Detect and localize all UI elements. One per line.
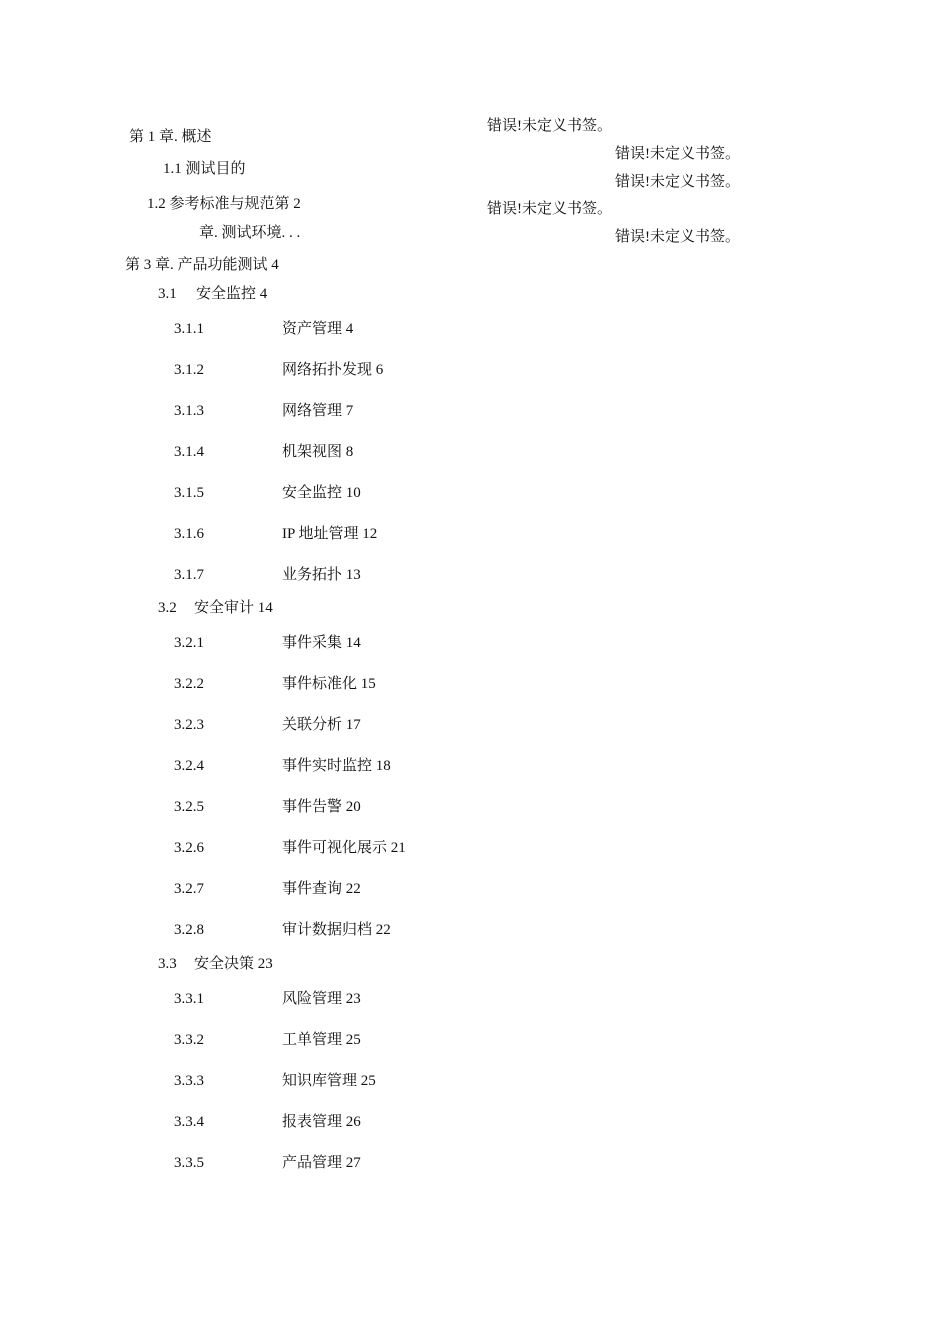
toc-item-title[interactable]: 事件告警 20 [282, 799, 361, 815]
toc-item-number[interactable]: 3.3.4 [174, 1114, 204, 1130]
toc-item-number[interactable]: 3.1.7 [174, 567, 204, 583]
toc-item-title[interactable]: 业务拓扑 13 [282, 567, 361, 583]
toc-item-number[interactable]: 3.2.4 [174, 758, 204, 774]
toc-item-number[interactable]: 3.1.1 [174, 321, 204, 337]
toc-section-3-3-number[interactable]: 3.3 [158, 956, 177, 972]
toc-item-title[interactable]: 审计数据归档 22 [282, 922, 391, 938]
toc-item-title[interactable]: 机架视图 8 [282, 444, 354, 460]
toc-section-1-1[interactable]: 1.1 测试目的 [163, 161, 246, 177]
toc-section-3-2-title[interactable]: 安全审计 14 [194, 600, 273, 616]
toc-section-3-3-title[interactable]: 安全决策 23 [194, 956, 273, 972]
bookmark-error-1: 错误!未定义书签。 [487, 118, 612, 134]
toc-item-number[interactable]: 3.1.5 [174, 485, 204, 501]
toc-item-title[interactable]: 网络管理 7 [282, 403, 354, 419]
toc-item-number[interactable]: 3.1.3 [174, 403, 204, 419]
toc-chapter-3[interactable]: 第 3 章. 产品功能测试 4 [125, 257, 279, 273]
toc-item-title[interactable]: 网络拓扑发现 6 [282, 362, 384, 378]
toc-item-number[interactable]: 3.2.8 [174, 922, 204, 938]
toc-item-title[interactable]: IP 地址管理 12 [282, 526, 378, 542]
toc-section-1-2[interactable]: 1.2 参考标准与规范第 2 [147, 196, 301, 212]
toc-item-title[interactable]: 风险管理 23 [282, 991, 361, 1007]
bookmark-error-2: 错误!未定义书签。 [615, 146, 740, 162]
bookmark-error-3: 错误!未定义书签。 [615, 174, 740, 190]
toc-item-number[interactable]: 3.2.1 [174, 635, 204, 651]
toc-chapter-1[interactable]: 第 1 章. 概述 [129, 129, 212, 145]
bookmark-error-5: 错误!未定义书签。 [615, 229, 740, 245]
toc-item-number[interactable]: 3.2.2 [174, 676, 204, 692]
toc-item-number[interactable]: 3.3.3 [174, 1073, 204, 1089]
toc-item-title[interactable]: 事件标准化 15 [282, 676, 376, 692]
toc-item-number[interactable]: 3.2.6 [174, 840, 204, 856]
toc-item-number[interactable]: 3.3.5 [174, 1155, 204, 1171]
toc-item-title[interactable]: 知识库管理 25 [282, 1073, 376, 1089]
toc-section-3-1-number[interactable]: 3.1 [158, 286, 177, 302]
toc-item-number[interactable]: 3.3.2 [174, 1032, 204, 1048]
toc-item-number[interactable]: 3.2.3 [174, 717, 204, 733]
toc-item-title[interactable]: 产品管理 27 [282, 1155, 361, 1171]
toc-section-3-1-title[interactable]: 安全监控 4 [196, 286, 268, 302]
toc-item-title[interactable]: 事件采集 14 [282, 635, 361, 651]
toc-item-title[interactable]: 事件可视化展示 21 [282, 840, 406, 856]
toc-item-number[interactable]: 3.2.5 [174, 799, 204, 815]
toc-item-title[interactable]: 安全监控 10 [282, 485, 361, 501]
toc-item-number[interactable]: 3.1.4 [174, 444, 204, 460]
toc-item-number[interactable]: 3.1.2 [174, 362, 204, 378]
bookmark-error-4: 错误!未定义书签。 [487, 201, 612, 217]
toc-item-title[interactable]: 工单管理 25 [282, 1032, 361, 1048]
toc-chapter-2[interactable]: 章. 测试环境. . . [199, 225, 301, 241]
toc-section-3-2-number[interactable]: 3.2 [158, 600, 177, 616]
toc-item-title[interactable]: 资产管理 4 [282, 321, 354, 337]
toc-item-title[interactable]: 事件实时监控 18 [282, 758, 391, 774]
toc-item-number[interactable]: 3.3.1 [174, 991, 204, 1007]
toc-item-title[interactable]: 报表管理 26 [282, 1114, 361, 1130]
toc-item-title[interactable]: 事件查询 22 [282, 881, 361, 897]
toc-item-number[interactable]: 3.2.7 [174, 881, 204, 897]
toc-item-title[interactable]: 关联分析 17 [282, 717, 361, 733]
toc-item-number[interactable]: 3.1.6 [174, 526, 204, 542]
